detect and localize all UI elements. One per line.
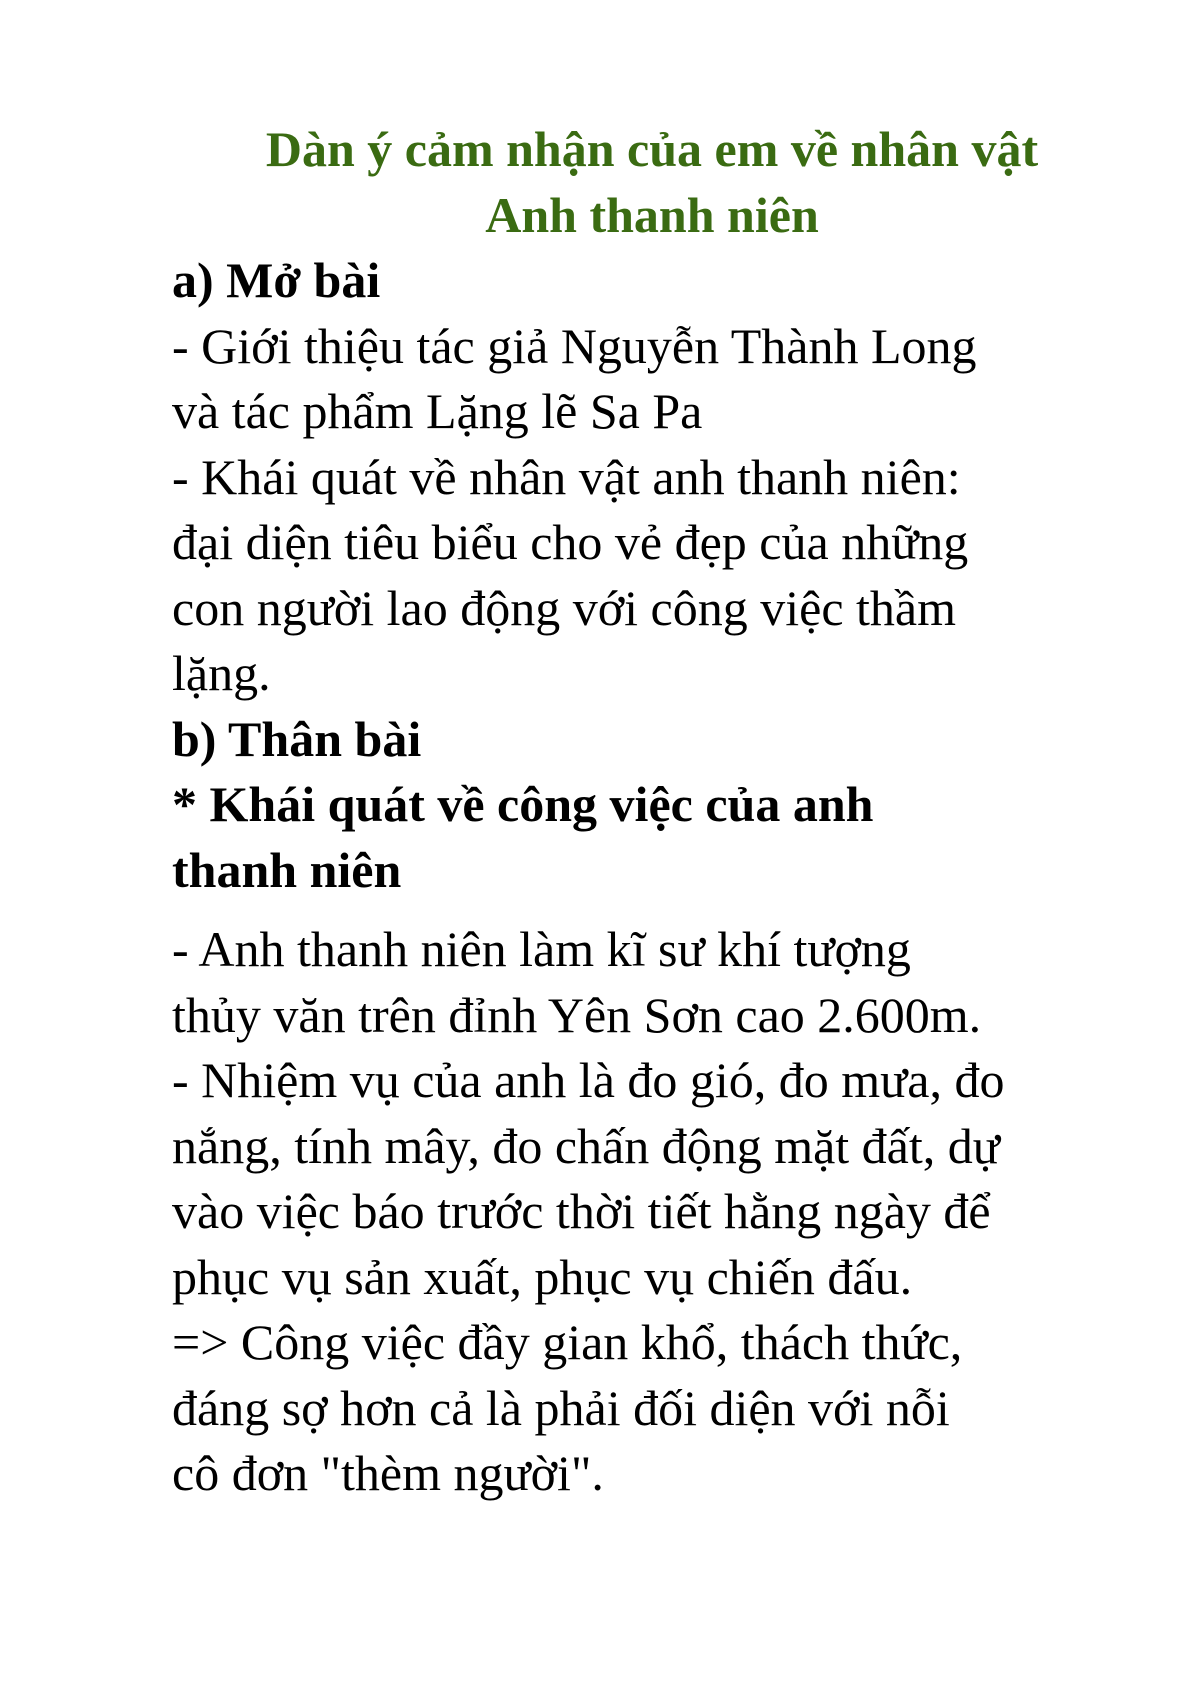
section-b-text-line: - Anh thanh niên làm kĩ sư khí tượng [172, 921, 911, 977]
section-a-text-line: con người lao động với công việc thầm [172, 579, 956, 636]
section-a-text-line: và tác phẩm Lặng lẽ Sa Pa [172, 383, 703, 439]
section-a-text-line: đại diện tiêu biểu cho vẻ đẹp của những [172, 514, 969, 570]
section-b-text-line: thủy văn trên đỉnh Yên Sơn cao 2.600m. [172, 986, 982, 1043]
paragraph-gap [172, 903, 1132, 917]
document-title-line-1: Dàn ý cảm nhận của em về nhân vật [265, 121, 1039, 177]
document-title-line-2: Anh thanh niên [485, 187, 819, 243]
subheading-line-2: thanh niên [172, 841, 402, 898]
section-b-text-line: => Công việc đầy gian khổ, thách thức, [172, 1314, 963, 1370]
document-content [172, 116, 1132, 1507]
section-b-text-line: - Nhiệm vụ của anh là đo gió, đo mưa, đo [172, 1052, 1005, 1108]
section-b-text-line: đáng sợ hơn cả là phải đối diện với nỗi [172, 1379, 950, 1436]
section-b-text-line: phục vụ sản xuất, phục vụ chiến đấu. [172, 1248, 913, 1305]
section-a-text-line: lặng. [172, 645, 271, 701]
section-b-text-line: cô đơn "thèm người". [172, 1445, 604, 1501]
section-b-text-line: nắng, tính mây, đo chấn động mặt đất, dự [172, 1117, 1000, 1174]
subheading-line-1: * Khái quát về công việc của anh [172, 776, 874, 832]
section-b-text-line: vào việc báo trước thời tiết hằng ngày để [172, 1183, 991, 1239]
section-a-text-line: - Giới thiệu tác giả Nguyễn Thành Long [172, 317, 977, 374]
section-a-heading: a) Mở bài [172, 252, 381, 308]
section-b-heading: b) Thân bài [172, 710, 422, 767]
section-a-text-line: - Khái quát về nhân vật anh thanh niên: [172, 448, 961, 505]
